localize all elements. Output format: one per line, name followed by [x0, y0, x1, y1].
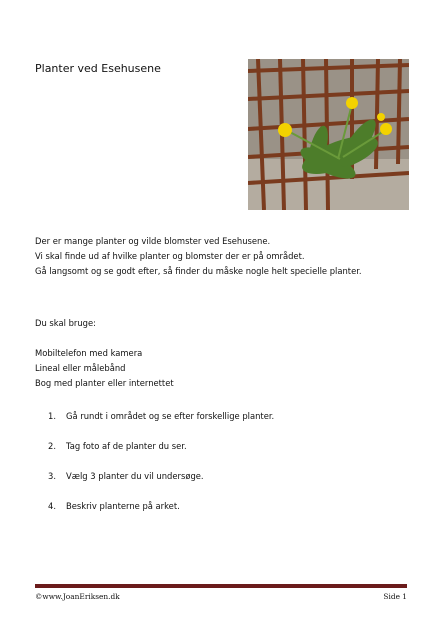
- footer-copyright: ©www.JoanEriksen.dk: [35, 592, 120, 601]
- footer-page-number: Side 1: [383, 592, 407, 601]
- steps-list: [48, 411, 274, 531]
- step-number: 2.: [48, 441, 56, 451]
- dandelion-photo: [248, 59, 409, 210]
- intro-line: Vi skal finde ud af hvilke planter og blomster der er på området.: [35, 251, 305, 261]
- step-number: 1.: [48, 411, 56, 421]
- supply-item: Mobiltelefon med kamera: [35, 348, 143, 358]
- step-item: [48, 411, 274, 441]
- step-number: 4.: [48, 501, 56, 511]
- step-item: [48, 441, 274, 471]
- page-title: Planter ved Esehusene: [35, 62, 161, 75]
- step-item: [48, 471, 274, 501]
- supplies-heading: Du skal bruge:: [35, 318, 96, 328]
- step-item: [48, 501, 274, 531]
- step-text: Beskriv planterne på arket.: [66, 501, 180, 511]
- step-text: Gå rundt i området og se efter forskellige planter.: [66, 411, 275, 421]
- step-text: Tag foto af de planter du ser.: [66, 441, 187, 451]
- step-text: Vælg 3 planter du vil undersøge.: [66, 471, 204, 481]
- intro-line: Der er mange planter og vilde blomster ved Esehusene.: [35, 236, 271, 246]
- intro-text: [35, 234, 362, 279]
- supply-item: Lineal eller målebånd: [35, 363, 126, 373]
- step-number: 3.: [48, 471, 56, 481]
- footer-rule: [35, 584, 407, 588]
- intro-line: Gå langsomt og se godt efter, så finder du måske nogle helt specielle planter.: [35, 266, 362, 276]
- supplies-list: [35, 346, 174, 391]
- supply-item: Bog med planter eller internettet: [35, 378, 174, 388]
